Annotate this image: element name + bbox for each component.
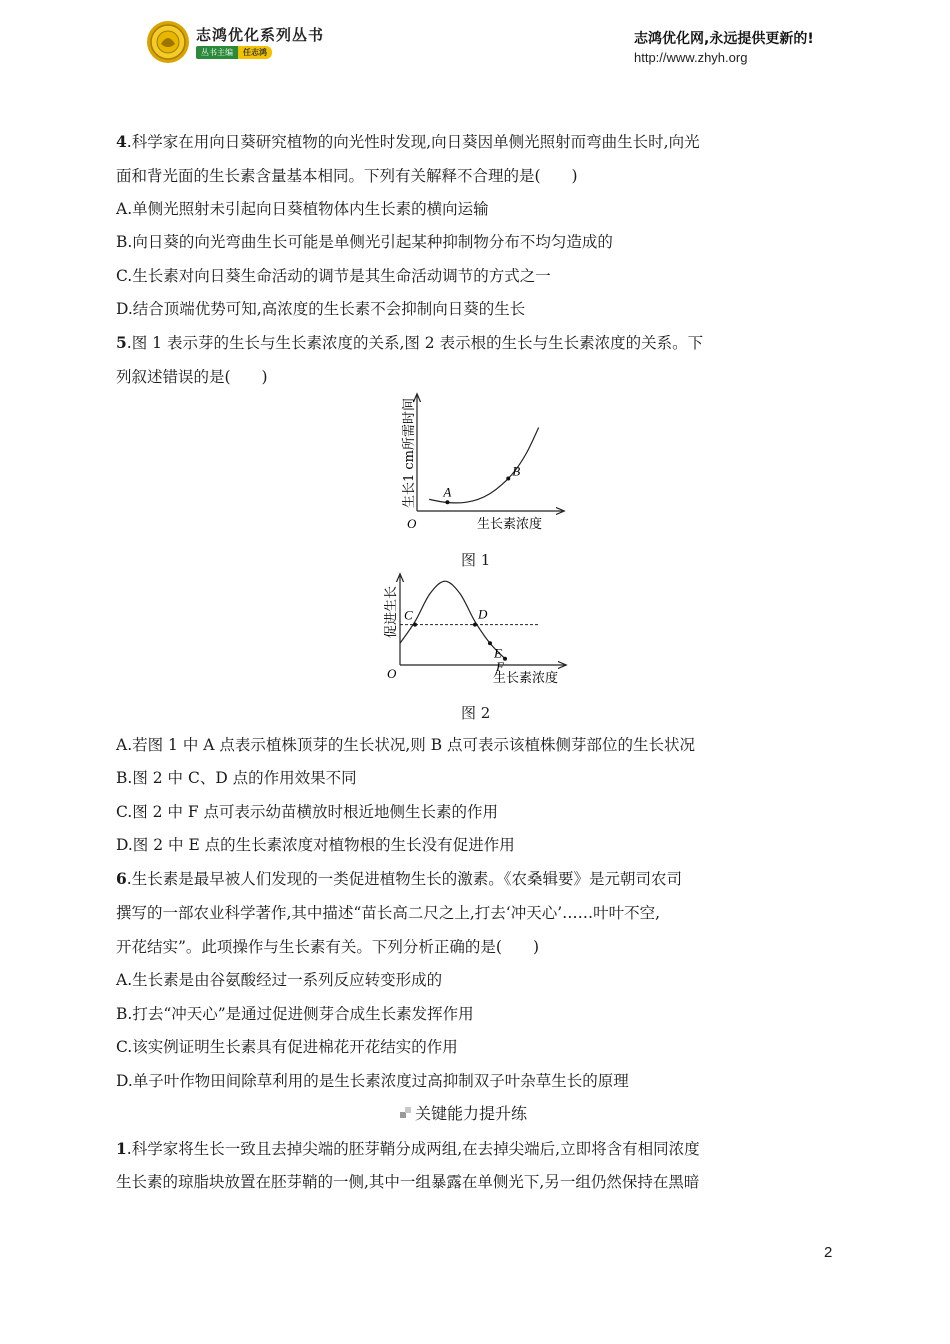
q6-option-d: D.单子叶作物田间除草利用的是生长素浓度过高抑制双子叶杂草生长的原理	[116, 1072, 629, 1090]
q4-stem-line1	[116, 132, 700, 152]
q4-option-b: B.向日葵的向光弯曲生长可能是单侧光引起某种抑制物分布不均匀造成的	[116, 233, 613, 251]
next-question-text1: .科学家将生长一致且去掉尖端的胚芽鞘分成两组,在去掉尖端后,立即将含有相同浓度	[126, 1140, 700, 1158]
series-title: 志鸿优化系列丛书	[196, 26, 325, 44]
fig2-origin-label: O	[387, 666, 397, 681]
fig2-x-label: 生长素浓度	[493, 671, 559, 686]
fig2-y-label: 促进生长	[384, 585, 399, 638]
fig2-point-d	[473, 623, 477, 627]
fig2-curve	[400, 581, 505, 659]
q5-option-a: A.若图 1 中 A 点表示植株顶芽的生长状况,则 B 点可表示该植株侧芽部位的生长状况	[116, 736, 696, 754]
editor-name: 任志鸿	[238, 46, 272, 59]
fig1-y-label: 生长1 cm所需时间	[402, 397, 417, 508]
section-heading	[400, 1101, 527, 1124]
q4-option-d: D.结合顶端优势可知,高浓度的生长素不会抑制向日葵的生长	[116, 300, 526, 318]
q5-option-d: D.图 2 中 E 点的生长素浓度对植物根的生长没有促进作用	[116, 836, 515, 854]
figure-2-chart	[375, 570, 585, 690]
q4-option-c: C.生长素对向日葵生命活动的调节是其生命活动调节的方式之一	[116, 267, 551, 285]
q4-number: 4	[116, 132, 127, 151]
fig1-origin-label: O	[407, 516, 417, 531]
next-question-line1	[116, 1139, 700, 1159]
q5-number: 5	[116, 333, 127, 352]
q6-stem-line3: 开花结实”。此项操作与生长素有关。下列分析正确的是( )	[116, 938, 540, 956]
q5-option-b: B.图 2 中 C、D 点的作用效果不同	[116, 769, 357, 787]
q5-option-c: C.图 2 中 F 点可表示幼苗横放时根近地侧生长素的作用	[116, 803, 499, 821]
q4-option-a: A.单侧光照射未引起向日葵植物体内生长素的横向运输	[116, 200, 489, 218]
figure-1-chart	[385, 390, 575, 535]
header-url[interactable]: http://www.zhyh.org	[634, 50, 748, 65]
header-slogan: 志鸿优化网,永远提供更新的!	[634, 31, 814, 47]
fig1-point-a	[445, 500, 449, 504]
fig2-point-label-c: C	[404, 607, 413, 623]
q6-stem-line2: 撰写的一部农业科学著作,其中描述“苗长高二尺之上,打去‘冲天心’……叶叶不空,	[116, 904, 661, 922]
fig2-point-label-f: F	[496, 658, 504, 674]
fig1-point-label-b: B	[512, 463, 521, 479]
fig1-point-b	[506, 477, 510, 481]
q6-stem-line1	[116, 869, 682, 889]
q5-stem-text1: .图 1 表示芽的生长与生长素浓度的关系,图 2 表示根的生长与生长素浓度的关系。下	[126, 334, 704, 352]
q5-stem-line1	[116, 333, 703, 353]
fig2-point-e	[488, 641, 492, 645]
q4-stem-line2: 面和背光面的生长素含量基本相同。下列有关解释不合理的是( )	[116, 167, 578, 185]
q6-option-c: C.该实例证明生长素具有促进棉花开花结实的作用	[116, 1038, 458, 1056]
fig2-point-c	[413, 623, 417, 627]
section-marker-icon	[400, 1107, 412, 1119]
fig2-point-label-e: E	[494, 645, 502, 661]
fig1-x-label: 生长素浓度	[477, 517, 543, 532]
next-question-number: 1	[116, 1139, 127, 1158]
q6-option-b: B.打去“冲天心”是通过促进侧芽合成生长素发挥作用	[116, 1005, 474, 1023]
q5-stem-line2: 列叙述错误的是( )	[116, 368, 268, 386]
q6-stem-text1: .生长素是最早被人们发现的一类促进植物生长的激素。《农桑辑要》是元朝司农司	[126, 870, 682, 888]
figure-1-caption: 图 1	[461, 551, 491, 569]
section-title: 关键能力提升练	[415, 1104, 528, 1123]
q6-option-a: A.生长素是由谷氨酸经过一系列反应转变形成的	[116, 971, 443, 989]
fig1-point-label-a: A	[443, 484, 452, 500]
figure-2-caption: 图 2	[461, 704, 491, 722]
next-question-line2: 生长素的琼脂块放置在胚芽鞘的一侧,其中一组暴露在单侧光下,另一组仍然保持在黑暗	[116, 1173, 700, 1191]
editor-label: 丛书主编	[196, 46, 238, 59]
q4-stem-text1: .科学家在用向日葵研究植物的向光性时发现,向日葵因单侧光照射而弯曲生长时,向光	[126, 133, 700, 151]
fig2-point-label-d: D	[478, 606, 488, 622]
page-number: 2	[824, 1244, 833, 1261]
editor-tag	[196, 46, 272, 59]
q6-number: 6	[116, 869, 127, 888]
gold-medallion-icon	[146, 20, 190, 64]
